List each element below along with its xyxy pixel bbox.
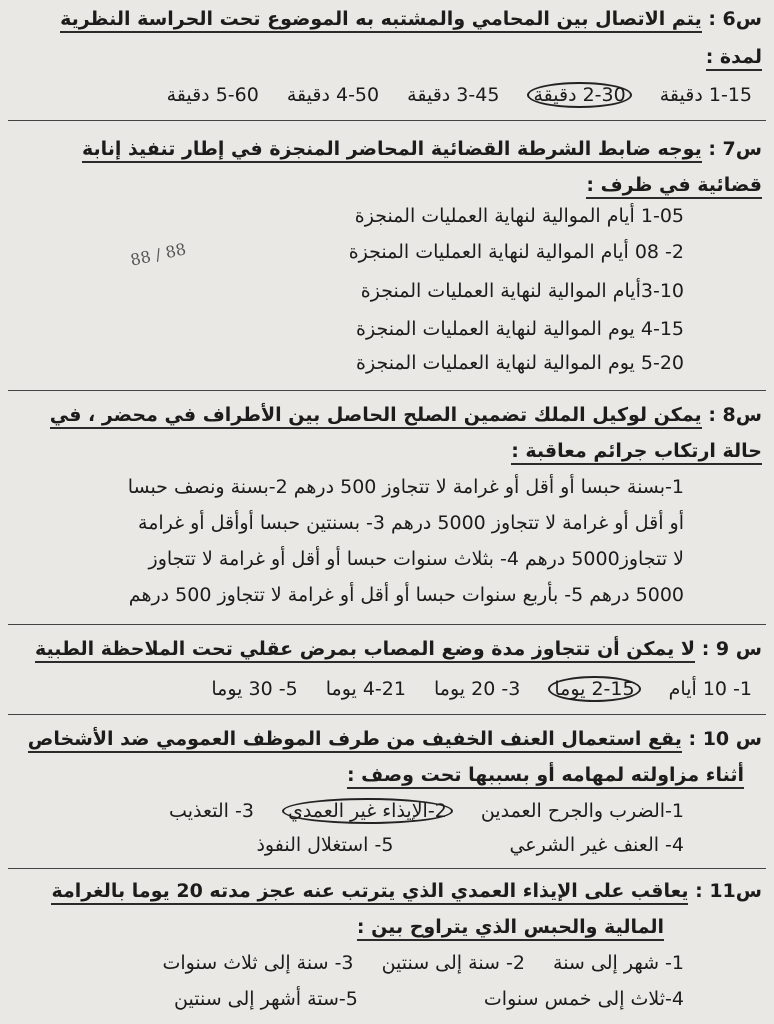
q6-line2	[706, 44, 762, 70]
q7-label: س7 :	[708, 138, 762, 160]
q11-options-row2	[152, 988, 684, 1010]
q11-label: س11 :	[695, 880, 762, 902]
q7-text1: يوجه ضابط الشرطة القضائية المحاضر المنجزة في إطار تنفيذ إنابة	[82, 138, 702, 163]
q8-body-line-1[interactable]: 1-بسنة حبسا أو أقل أو غرامة لا تتجاوز 500 درهم 2-بسنة ونصف حبسا	[127, 476, 684, 498]
q9-option-1[interactable]: 1- 10 أيام	[668, 678, 752, 700]
divider	[8, 120, 766, 121]
q7-text2: قضائية في ظرف :	[586, 174, 762, 199]
q10-options-row2	[234, 834, 684, 856]
q11-text1: يعاقب على الإيذاء العمدي الذي يترتب عنه عجز مدته 20 يوما بالغرامة	[51, 880, 688, 905]
q10-label: س 10 :	[688, 728, 762, 750]
q7-option-4[interactable]: 4-15 يوم الموالية لنهاية العمليات المنجزة	[356, 318, 684, 340]
q10-options-row1	[147, 798, 684, 824]
divider	[8, 624, 766, 625]
q9-option-5[interactable]: 5- 30 يوما	[211, 678, 298, 700]
q8-body-line-2[interactable]: أو أقل أو غرامة لا تتجاوز 5000 درهم 3- بسنتين حبسا أوأقل أو غرامة	[138, 512, 684, 534]
q10-line1	[28, 726, 762, 752]
q11-line2	[357, 914, 664, 940]
q11-option-4[interactable]: 4-ثلاث إلى خمس سنوات	[483, 988, 684, 1010]
q8-text1: يمكن لوكيل الملك تضمين الصلح الحاصل بين الأطراف في محضر ، في	[50, 404, 702, 429]
q6-line1	[60, 6, 762, 32]
q11-option-3[interactable]: 3- سنة إلى ثلاث سنوات	[162, 952, 354, 974]
q6-option-4[interactable]: 4-50 دقيقة	[286, 84, 380, 106]
q6-option-2[interactable]: 2-30 دقيقة	[527, 82, 631, 108]
q6-options	[145, 82, 752, 108]
divider	[8, 714, 766, 715]
q10-text2: أثناء مزاولته لمهامه أو بسببها تحت وصف :	[347, 764, 744, 789]
q11-text2: المالية والحبس الذي يتراوح بين :	[357, 916, 664, 941]
q10-option-1[interactable]: 1-الضرب والجرح العمدين	[480, 800, 684, 822]
q9-options	[189, 676, 752, 702]
q6-option-5[interactable]: 5-60 دقيقة	[166, 84, 259, 106]
q11-options-row1	[141, 952, 684, 974]
q6-option-1[interactable]: 1-15 دقيقة	[659, 84, 752, 106]
q10-option-2[interactable]: 2-الإيذاء غير العمدي	[282, 798, 453, 824]
q6-label: س6 :	[708, 8, 762, 30]
divider	[8, 390, 766, 391]
q8-body-line-3[interactable]: لا تتجاوز5000 درهم 4- بثلاث سنوات حبسا أو أقل أو غرامة لا تتجاوز	[148, 548, 684, 570]
q6-text1: يتم الاتصال بين المحامي والمشتبه به الموضوع تحت الحراسة النظرية	[60, 8, 702, 33]
q6-option-3[interactable]: 3-45 دقيقة	[407, 84, 500, 106]
q9-option-3[interactable]: 3- 20 يوما	[434, 678, 521, 700]
q9-option-4[interactable]: 4-21 يوما	[325, 678, 406, 700]
q7-option-2[interactable]: 2- 08 أيام الموالية لنهاية العمليات المنجزة	[348, 241, 684, 263]
q8-text2: حالة ارتكاب جرائم معاقبة :	[511, 440, 762, 465]
q7-option-5[interactable]: 5-20 يوم الموالية لنهاية العمليات المنجزة	[356, 352, 684, 374]
margin-note: 88 / 88	[128, 239, 188, 270]
q8-label: س8 :	[708, 404, 762, 426]
q7-option-1[interactable]: 1-05 أيام الموالية لنهاية العمليات المنجزة	[354, 205, 684, 227]
q7-line2	[586, 172, 762, 198]
q7-option-3[interactable]: 3-10أيام الموالية لنهاية العمليات المنجزة	[360, 280, 684, 302]
q11-option-1[interactable]: 1- شهر إلى سنة	[553, 952, 684, 974]
q10-option-4[interactable]: 4- العنف غير الشرعي	[509, 834, 684, 856]
q8-line2	[511, 438, 762, 464]
q8-body-line-4[interactable]: 5000 درهم 5- بأربع سنوات حبسا أو أقل أو غرامة لا تتجاوز 500 درهم	[128, 584, 684, 606]
q10-option-3[interactable]: 3- التعذيب	[169, 800, 254, 822]
divider	[8, 868, 766, 869]
q6-text2: لمدة :	[706, 46, 762, 71]
q11-option-5[interactable]: 5-ستة أشهر إلى سنتين	[174, 988, 358, 1010]
q9-label: س 9 :	[701, 638, 762, 660]
q10-option-5[interactable]: 5- استغلال النفوذ	[256, 834, 394, 856]
q11-option-2[interactable]: 2- سنة إلى سنتين	[381, 952, 525, 974]
q9-option-2[interactable]: 2-15 يوما	[548, 676, 640, 702]
q10-text1: يقع استعمال العنف الخفيف من طرف الموظف العمومي ضد الأشخاص	[28, 728, 682, 753]
q10-line2	[347, 762, 744, 788]
q8-line1	[50, 402, 762, 428]
q7-line1	[82, 136, 762, 162]
q9-line1	[35, 636, 762, 662]
q9-text1: لا يمكن أن تتجاوز مدة وضع المصاب بمرض عقلي تحت الملاحظة الطبية	[35, 638, 695, 663]
q11-line1	[51, 878, 762, 904]
